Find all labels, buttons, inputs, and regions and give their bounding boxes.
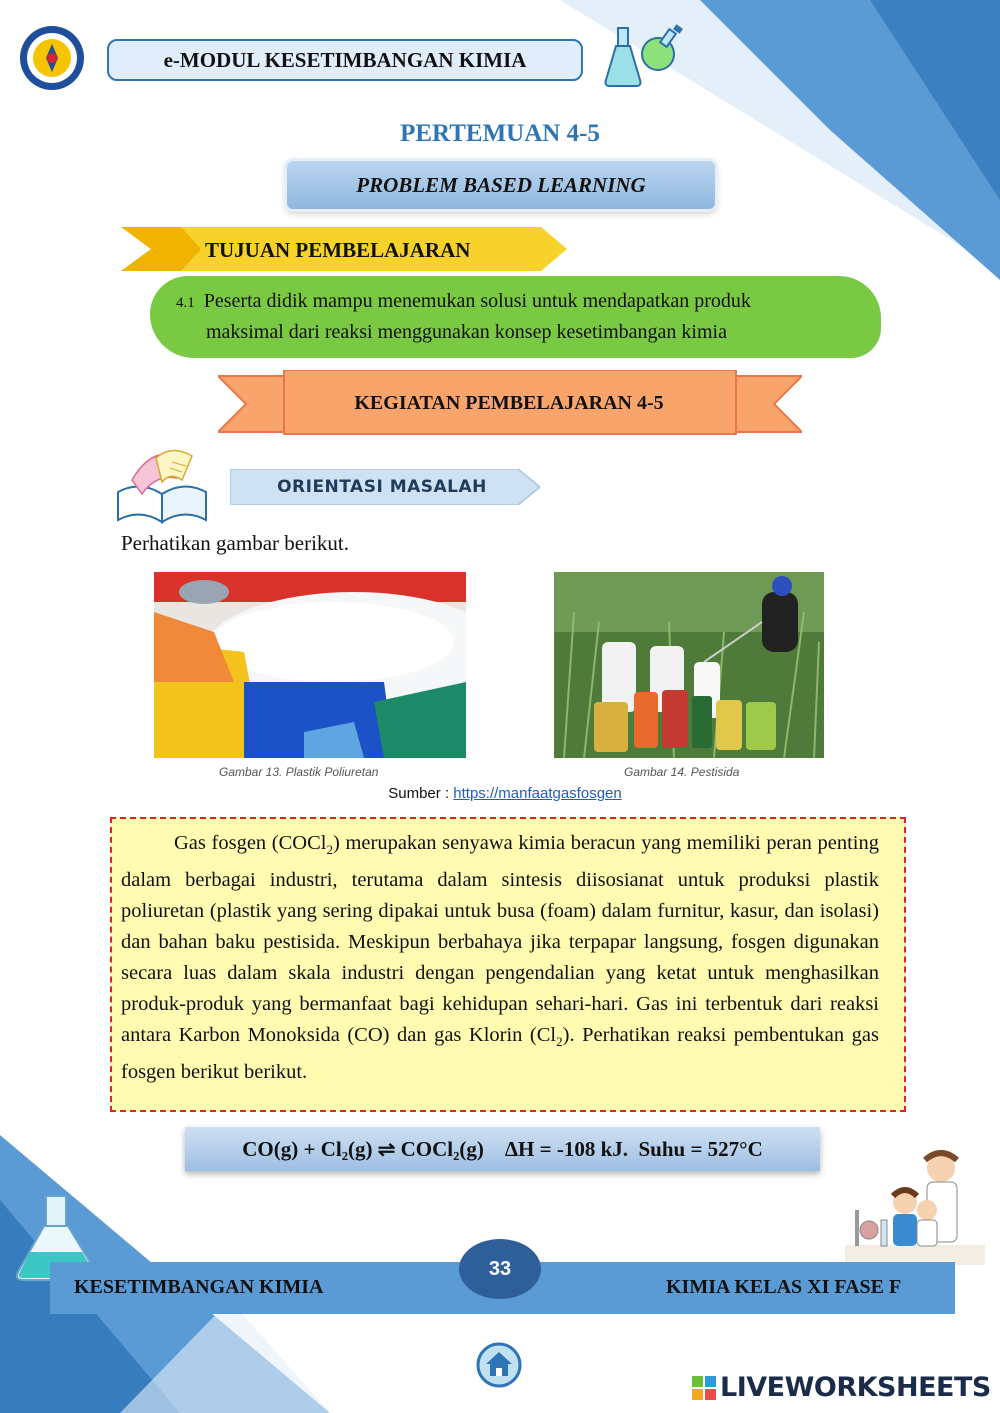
objective-line-2: maksimal dari reaksi menggunakan konsep kesetimbangan kimia — [206, 321, 727, 343]
footer-right-title: KIMIA KELAS XI FASE F — [666, 1276, 902, 1298]
page-number: 33 — [459, 1239, 541, 1299]
paragraph-subscript-1: 2 — [326, 842, 333, 858]
paragraph-part-1: Gas fosgen (COCl — [174, 832, 327, 854]
paragraph-subscript-2: 2 — [556, 1034, 563, 1050]
objectives-heading: TUJUAN PEMBELAJARAN — [205, 238, 471, 262]
scientists-illustration — [845, 1150, 985, 1265]
footer-left-title: KESETIMBANGAN KIMIA — [74, 1276, 324, 1298]
plastic-pellets-image — [154, 572, 466, 758]
objective-text — [176, 287, 876, 347]
liveworksheets-text: LIVEWORKSHEETS — [720, 1372, 991, 1403]
liveworksheets-logo-icon — [692, 1376, 716, 1400]
orientation-heading: ORIENTASI MASALAH — [277, 477, 487, 497]
objective-number: 4.1 — [176, 295, 195, 311]
activity-heading: KEGIATAN PEMBELAJARAN 4-5 — [354, 391, 664, 414]
pesticide-image — [554, 572, 824, 758]
learning-model-banner: PROBLEM BASED LEARNING — [287, 161, 715, 209]
figure-14-caption: Gambar 14. Pestisida — [624, 765, 740, 779]
open-book-icon — [112, 444, 212, 526]
meeting-title: PERTEMUAN 4-5 — [400, 120, 600, 147]
intro-text: Perhatikan gambar berikut. — [121, 531, 350, 555]
source-line — [0, 785, 1000, 802]
objective-line-1: Peserta didik mampu menemukan solusi untuk mendapatkan produk — [203, 290, 751, 312]
university-logo — [18, 22, 86, 94]
paragraph-part-3: ). Perhatikan reaksi pembentukan gas fosgen berikut berikut. — [121, 1024, 879, 1084]
problem-paragraph — [121, 828, 879, 1088]
module-title: e-MODUL KESETIMBANGAN KIMIA — [107, 39, 583, 81]
source-label: Sumber : — [388, 785, 454, 802]
liveworksheets-brand — [692, 1372, 991, 1403]
paragraph-part-2: ) merupakan senyawa kimia beracun yang memiliki peran penting dalam berbagai industri, terutama dalam sintesis diisosianat untuk produksi plastik poliuretan (plastik yang sering dipakai untuk busa (foam) dalam furnitur, kasur, dan isolasi) dan bahan baku pestisida. Meskipun berbahaya jika terpapar langsung, fosgen digunakan secara luas dalam skala industri dengan pengendalian yang ketat untuk menghasilkan produk-produk yang bermanfaat bagi kehidupan sehari-hari. Gas ini terbentuk dari reaksi antara Karbon Monoksida (CO) dan gas Klorin (Cl — [121, 832, 879, 1047]
flask-icon — [598, 24, 686, 88]
figure-13-caption: Gambar 13. Plastik Poliuretan — [219, 765, 379, 779]
reaction-equation: CO(g) + Cl₂(g) ⇌ COCl₂(g) ΔH = -108 kJ. Suhu = 527°C — [185, 1127, 820, 1171]
home-icon[interactable] — [476, 1342, 522, 1388]
source-link[interactable]: https://manfaatgasfosgen — [453, 785, 622, 802]
